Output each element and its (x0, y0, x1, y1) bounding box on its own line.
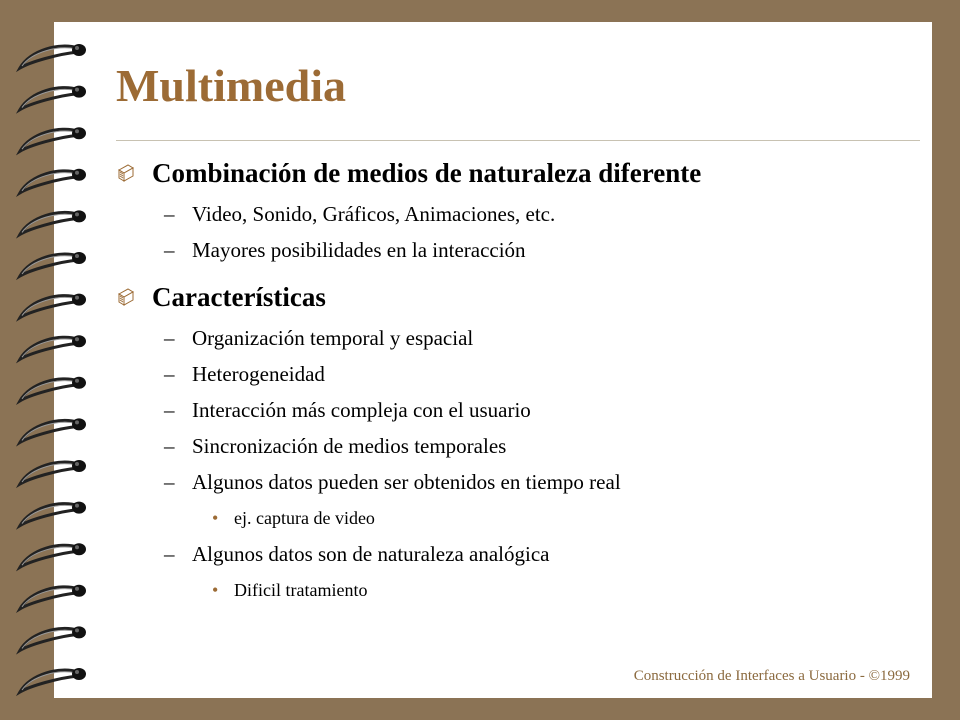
sub-bullet-text: Sincronización de medios temporales (192, 434, 507, 458)
dash-marker: – (164, 238, 175, 262)
dot-marker: • (212, 580, 219, 600)
sub-bullet-text: Interacción más compleja con el usuario (192, 398, 531, 422)
spiral-ring-icon (20, 502, 86, 526)
spiral-ring-icon (20, 626, 86, 650)
sub-sub-bullet-item (116, 572, 916, 608)
sub-bullet-item (116, 320, 916, 356)
sub-bullet-text: Video, Sonido, Gráficos, Animaciones, etc. (192, 202, 556, 226)
sub-sub-bullet-text: Dificil tratamiento (234, 580, 368, 600)
dash-marker: – (164, 398, 175, 422)
spiral-ring-icon (20, 169, 86, 193)
spiral-ring-icon (20, 377, 86, 401)
slide-footer: Construcción de Interfaces a Usuario - ©1999 (633, 668, 910, 684)
spiral-ring-icon (20, 44, 86, 68)
bullet-text: Características (152, 282, 326, 312)
spiral-ring-icon (20, 418, 86, 442)
sub-bullet-item (116, 196, 916, 232)
dash-marker: – (164, 202, 175, 226)
title-divider (116, 140, 920, 141)
spiral-ring-icon (20, 294, 86, 318)
spiral-binding (0, 0, 110, 720)
sub-sub-bullet-text: ej. captura de video (234, 508, 375, 528)
spiral-ring-icon (20, 543, 86, 567)
sub-bullet-item (116, 428, 916, 464)
sub-bullet-text: Algunos datos pueden ser obtenidos en tiempo real (192, 470, 621, 494)
spiral-ring-icon (20, 335, 86, 359)
sub-bullet-item (116, 232, 916, 268)
dash-marker: – (164, 542, 175, 566)
spiral-ring-icon (20, 210, 86, 234)
sub-bullet-text: Heterogeneidad (192, 362, 325, 386)
sub-bullet-item (116, 356, 916, 392)
dash-marker: – (164, 326, 175, 350)
sub-sub-bullet-item (116, 500, 916, 536)
spiral-ring-icon (20, 127, 86, 151)
dash-marker: – (164, 362, 175, 386)
sub-bullet-item (116, 536, 916, 572)
dash-marker: – (164, 470, 175, 494)
sub-bullet-text: Organización temporal y espacial (192, 326, 474, 350)
dash-marker: – (164, 434, 175, 458)
spiral-ring-icon (20, 585, 86, 609)
spiral-ring-icon (20, 252, 86, 276)
sub-bullet-item (116, 464, 916, 500)
bullet-text: Combinación de medios de naturaleza diferente (152, 158, 702, 188)
slide-title: Multimedia (116, 60, 346, 111)
book-bullet-icon (116, 163, 136, 183)
sub-bullet-text: Algunos datos son de naturaleza analógica (192, 542, 550, 566)
sub-bullet-text: Mayores posibilidades en la interacción (192, 238, 526, 262)
sub-bullet-item (116, 392, 916, 428)
spiral-ring-icon (20, 460, 86, 484)
bullet-item (116, 150, 916, 196)
spiral-ring-icon (20, 86, 86, 110)
bullet-list (116, 150, 916, 608)
dot-marker: • (212, 508, 219, 528)
bullet-item (116, 274, 916, 320)
book-bullet-icon (116, 287, 136, 307)
spiral-ring-icon (20, 668, 86, 692)
